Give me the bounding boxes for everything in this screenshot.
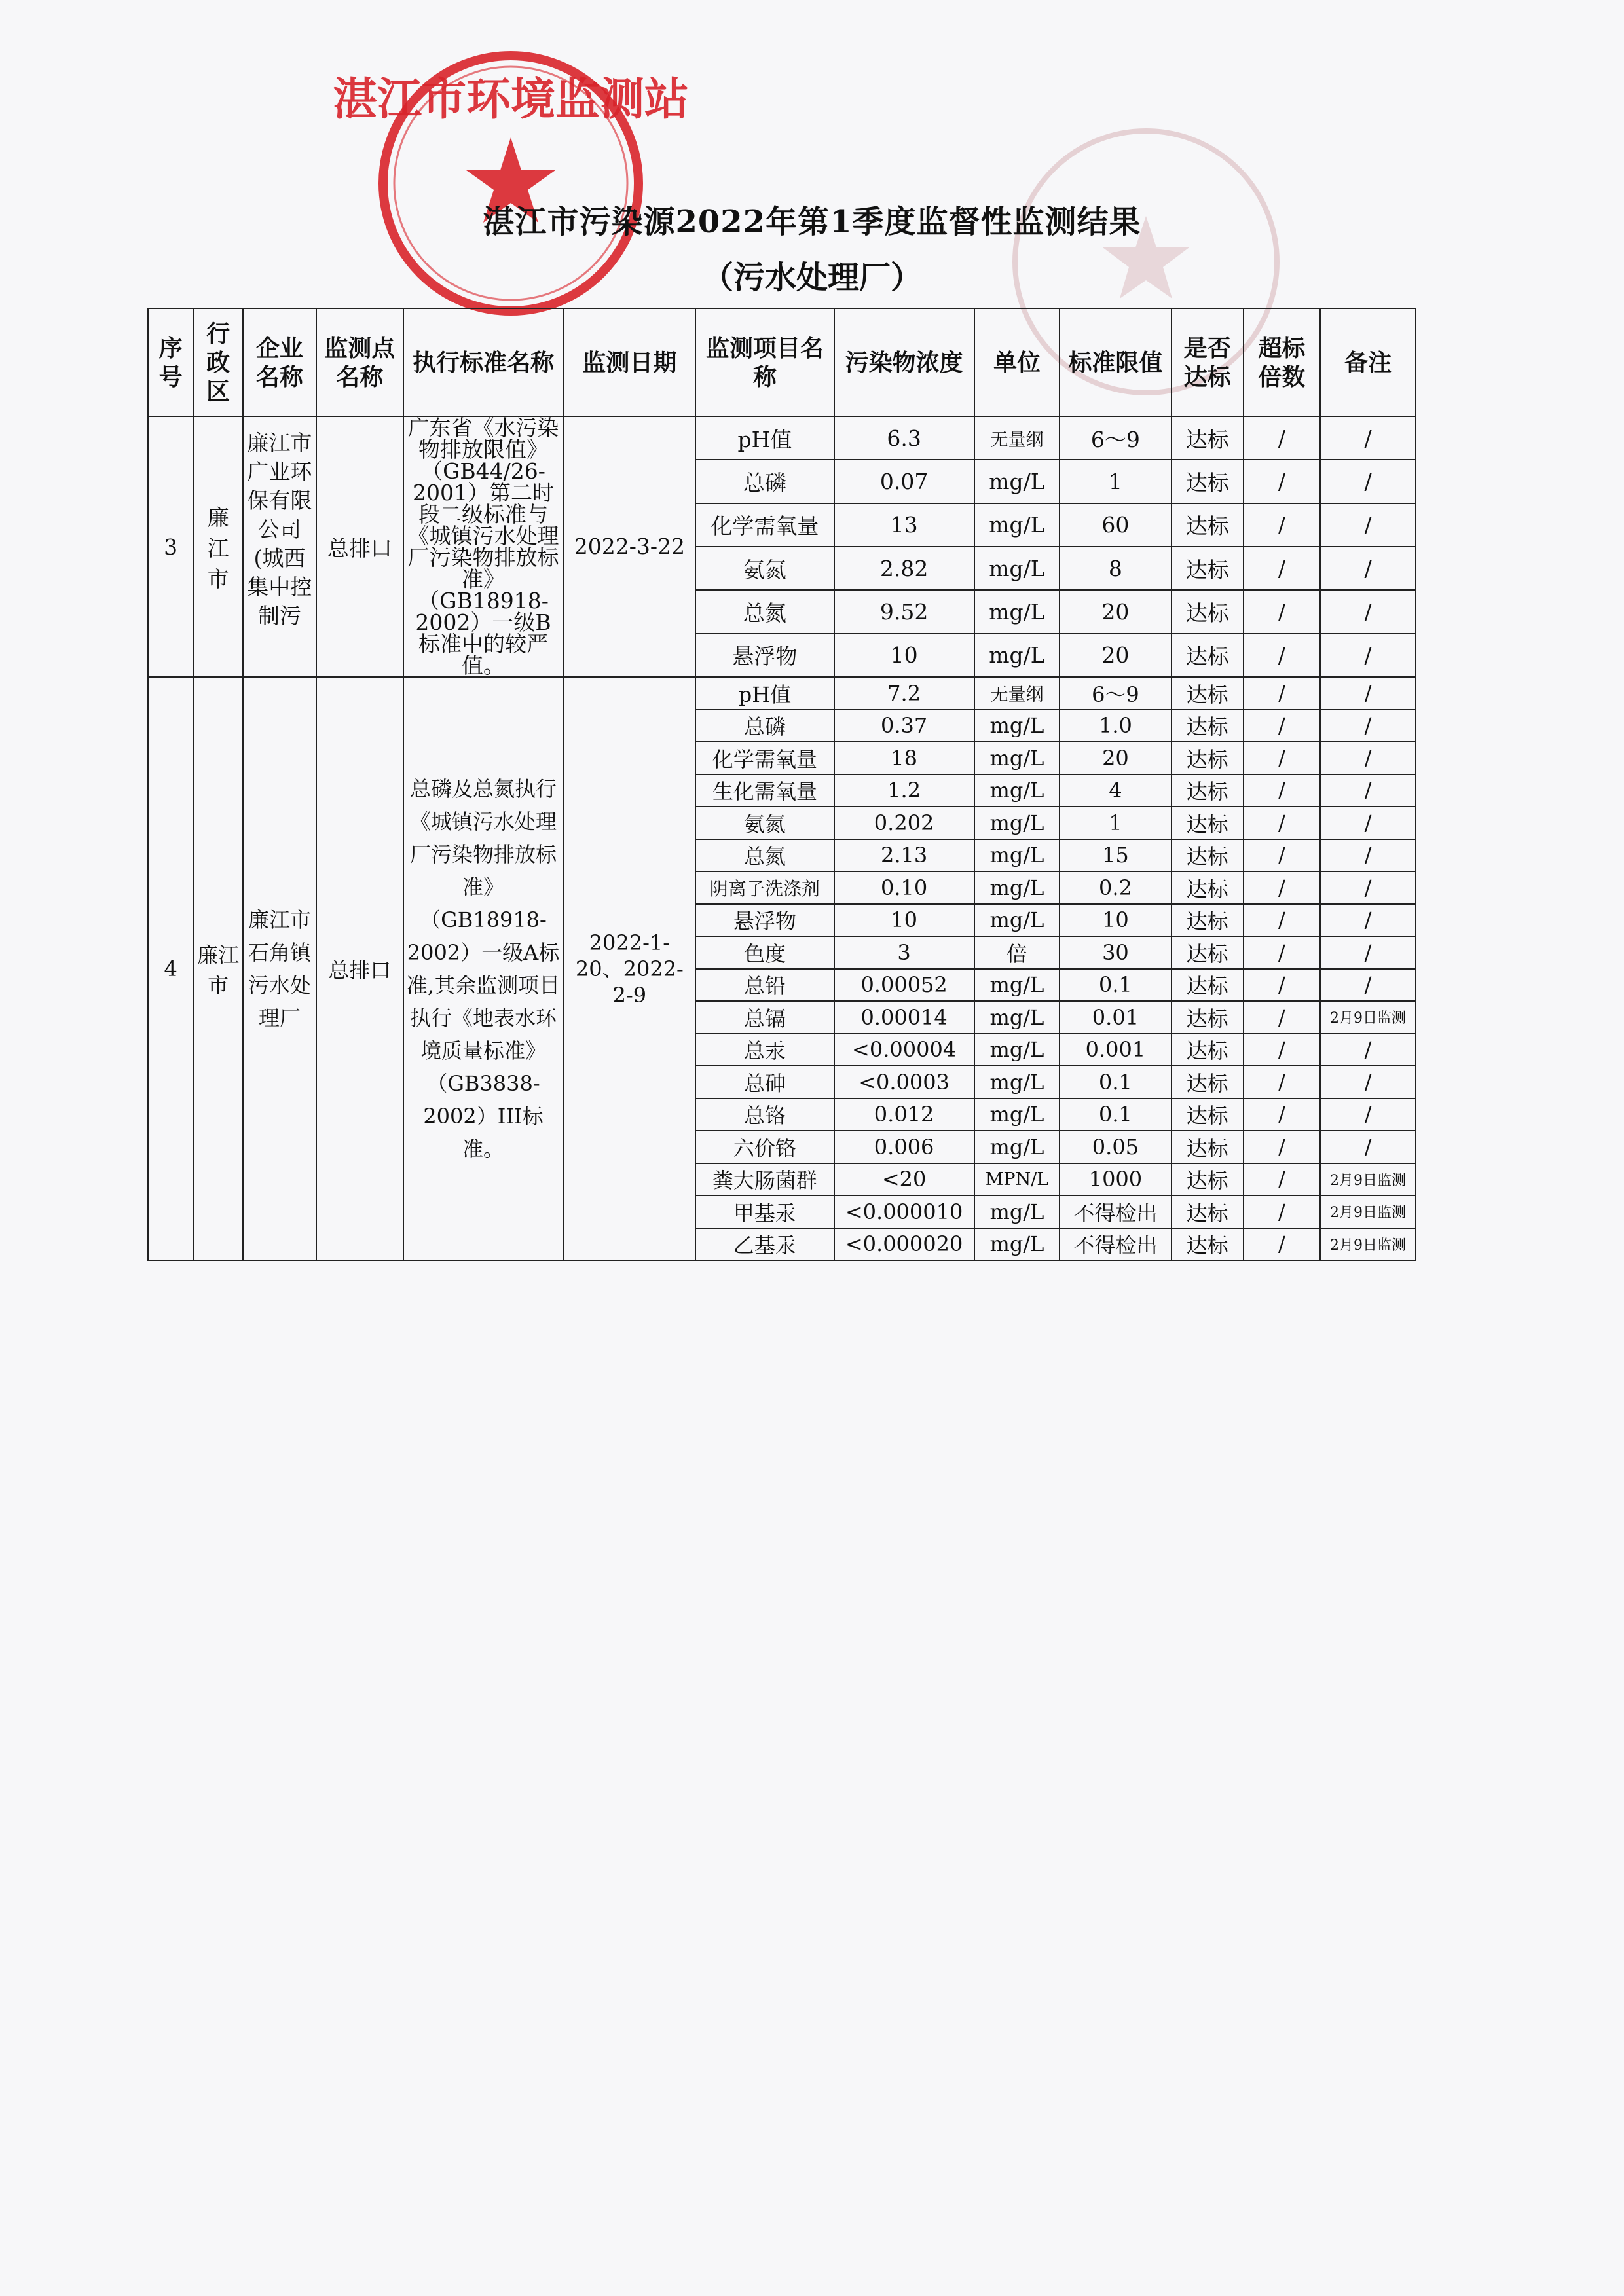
status-cell: 达标 bbox=[1172, 416, 1244, 460]
unit-cell: mg/L bbox=[974, 774, 1060, 807]
unit-cell: mg/L bbox=[974, 1066, 1060, 1099]
limit-cell: 1 bbox=[1060, 807, 1171, 839]
item-cell: 悬浮物 bbox=[695, 904, 834, 937]
value-cell: 2.13 bbox=[834, 839, 974, 872]
item-cell: 粪大肠菌群 bbox=[695, 1163, 834, 1196]
exceed-cell: / bbox=[1244, 416, 1320, 460]
header-row bbox=[148, 308, 1416, 416]
limit-cell: 20 bbox=[1060, 742, 1171, 774]
header-compliant: 是否达标 bbox=[1172, 308, 1244, 416]
status-cell: 达标 bbox=[1172, 969, 1244, 1002]
item-cell: 总铬 bbox=[695, 1099, 834, 1131]
note-cell: / bbox=[1320, 1034, 1416, 1066]
item-cell: 化学需氧量 bbox=[695, 503, 834, 547]
value-cell: 9.52 bbox=[834, 590, 974, 633]
note-cell: / bbox=[1320, 460, 1416, 503]
exceed-cell: / bbox=[1244, 1163, 1320, 1196]
unit-cell: 倍 bbox=[974, 936, 1060, 969]
value-cell: 0.07 bbox=[834, 460, 974, 503]
company-text: 廉江市广业环保有限公司(城西集中控制污 bbox=[247, 430, 312, 629]
value-cell: 18 bbox=[834, 742, 974, 774]
page-subtitle: （污水处理厂） bbox=[701, 259, 922, 296]
exceed-cell: / bbox=[1244, 1131, 1320, 1163]
status-cell: 达标 bbox=[1172, 677, 1244, 710]
unit-cell: mg/L bbox=[974, 1034, 1060, 1066]
limit-cell: 1000 bbox=[1060, 1163, 1171, 1196]
exceed-cell: / bbox=[1244, 742, 1320, 774]
status-cell: 达标 bbox=[1172, 1131, 1244, 1163]
exceed-cell: / bbox=[1244, 807, 1320, 839]
limit-cell: 10 bbox=[1060, 904, 1171, 937]
point-cell: 总排口 bbox=[316, 677, 403, 1260]
header-note: 备注 bbox=[1320, 308, 1416, 416]
value-cell: 0.00014 bbox=[834, 1001, 974, 1034]
unit-cell: mg/L bbox=[974, 742, 1060, 774]
value-cell: 0.202 bbox=[834, 807, 974, 839]
note-cell: / bbox=[1320, 1099, 1416, 1131]
value-cell: <0.000010 bbox=[834, 1195, 974, 1228]
status-cell: 达标 bbox=[1172, 710, 1244, 742]
item-cell: 氨氮 bbox=[695, 547, 834, 590]
unit-cell: mg/L bbox=[974, 969, 1060, 1002]
status-cell: 达标 bbox=[1172, 460, 1244, 503]
note-cell: / bbox=[1320, 634, 1416, 677]
value-cell: 0.10 bbox=[834, 871, 974, 904]
unit-cell: mg/L bbox=[974, 1099, 1060, 1131]
unit-cell: mg/L bbox=[974, 807, 1060, 839]
item-cell: 生化需氧量 bbox=[695, 774, 834, 807]
item-cell: 六价铬 bbox=[695, 1131, 834, 1163]
status-cell: 达标 bbox=[1172, 936, 1244, 969]
item-cell: pH值 bbox=[695, 416, 834, 460]
limit-cell: 6～9 bbox=[1060, 677, 1171, 710]
unit-cell: mg/L bbox=[974, 1228, 1060, 1261]
limit-cell: 1 bbox=[1060, 460, 1171, 503]
note-cell: / bbox=[1320, 839, 1416, 872]
value-cell: 6.3 bbox=[834, 416, 974, 460]
value-cell: 0.00052 bbox=[834, 969, 974, 1002]
limit-cell: 0.2 bbox=[1060, 871, 1171, 904]
table-row bbox=[148, 416, 1416, 460]
note-cell: / bbox=[1320, 1066, 1416, 1099]
item-cell: 悬浮物 bbox=[695, 634, 834, 677]
value-cell: <0.000020 bbox=[834, 1228, 974, 1261]
status-cell: 达标 bbox=[1172, 1066, 1244, 1099]
unit-cell: 无量纲 bbox=[974, 677, 1060, 710]
status-cell: 达标 bbox=[1172, 1195, 1244, 1228]
unit-cell: mg/L bbox=[974, 590, 1060, 633]
value-cell: 0.006 bbox=[834, 1131, 974, 1163]
note-cell: / bbox=[1320, 416, 1416, 460]
exceed-cell: / bbox=[1244, 904, 1320, 937]
district-cell: 廉江市 bbox=[193, 416, 242, 677]
limit-cell: 60 bbox=[1060, 503, 1171, 547]
item-cell: 总磷 bbox=[695, 710, 834, 742]
value-cell: <0.0003 bbox=[834, 1066, 974, 1099]
unit-cell: mg/L bbox=[974, 839, 1060, 872]
entry-3-body bbox=[148, 416, 1416, 677]
company-cell bbox=[243, 416, 316, 677]
svg-text:湛江市环境监测站: 湛江市环境监测站 bbox=[332, 74, 690, 126]
point-cell: 总排口 bbox=[316, 416, 403, 677]
limit-cell: 0.001 bbox=[1060, 1034, 1171, 1066]
date-cell: 2022-1-20、2022-2-9 bbox=[563, 677, 695, 1260]
item-cell: 总氮 bbox=[695, 590, 834, 633]
header-exceed: 超标倍数 bbox=[1244, 308, 1320, 416]
limit-cell: 1.0 bbox=[1060, 710, 1171, 742]
note-cell: / bbox=[1320, 774, 1416, 807]
value-cell: 0.012 bbox=[834, 1099, 974, 1131]
note-cell: / bbox=[1320, 807, 1416, 839]
limit-cell: 0.05 bbox=[1060, 1131, 1171, 1163]
note-cell: / bbox=[1320, 1131, 1416, 1163]
value-cell: 10 bbox=[834, 634, 974, 677]
exceed-cell: / bbox=[1244, 1228, 1320, 1261]
limit-cell: 4 bbox=[1060, 774, 1171, 807]
limit-cell: 0.01 bbox=[1060, 1001, 1171, 1034]
limit-cell: 不得检出 bbox=[1060, 1195, 1171, 1228]
limit-cell: 0.1 bbox=[1060, 969, 1171, 1002]
unit-cell: mg/L bbox=[974, 904, 1060, 937]
header-district: 行政区 bbox=[193, 308, 242, 416]
item-cell: 总镉 bbox=[695, 1001, 834, 1034]
header-limit: 标准限值 bbox=[1060, 308, 1171, 416]
page-title: 湛江市污染源2022年第1季度监督性监测结果 bbox=[483, 204, 1141, 240]
exceed-cell: / bbox=[1244, 460, 1320, 503]
exceed-cell: / bbox=[1244, 1066, 1320, 1099]
status-cell: 达标 bbox=[1172, 807, 1244, 839]
header-concentration: 污染物浓度 bbox=[834, 308, 974, 416]
standard-cell: 总磷及总氮执行《城镇污水处理厂污染物排放标准》（GB18918-2002）一级A标准,其余监测项目执行《地表水环境质量标准》（GB3838-2002）III标准。 bbox=[403, 677, 564, 1260]
exceed-cell: / bbox=[1244, 1001, 1320, 1034]
note-cell: / bbox=[1320, 969, 1416, 1002]
exceed-cell: / bbox=[1244, 634, 1320, 677]
note-cell: / bbox=[1320, 547, 1416, 590]
limit-cell: 不得检出 bbox=[1060, 1228, 1171, 1261]
exceed-cell: / bbox=[1244, 936, 1320, 969]
item-cell: 氨氮 bbox=[695, 807, 834, 839]
unit-cell: mg/L bbox=[974, 1131, 1060, 1163]
limit-cell: 20 bbox=[1060, 590, 1171, 633]
note-cell: 2月9日监测 bbox=[1320, 1228, 1416, 1261]
status-cell: 达标 bbox=[1172, 1163, 1244, 1196]
limit-cell: 0.1 bbox=[1060, 1066, 1171, 1099]
item-cell: 色度 bbox=[695, 936, 834, 969]
note-cell: / bbox=[1320, 936, 1416, 969]
results-table bbox=[147, 308, 1416, 1261]
note-cell: / bbox=[1320, 590, 1416, 633]
unit-cell: MPN/L bbox=[974, 1163, 1060, 1196]
unit-cell: mg/L bbox=[974, 710, 1060, 742]
item-cell: 总磷 bbox=[695, 460, 834, 503]
status-cell: 达标 bbox=[1172, 871, 1244, 904]
exceed-cell: / bbox=[1244, 969, 1320, 1002]
value-cell: 10 bbox=[834, 904, 974, 937]
exceed-cell: / bbox=[1244, 590, 1320, 633]
header-company: 企业名称 bbox=[243, 308, 316, 416]
value-cell: <20 bbox=[834, 1163, 974, 1196]
item-cell: 总铅 bbox=[695, 969, 834, 1002]
note-cell: / bbox=[1320, 503, 1416, 547]
header-item: 监测项目名称 bbox=[695, 308, 834, 416]
status-cell: 达标 bbox=[1172, 503, 1244, 547]
value-cell: 13 bbox=[834, 503, 974, 547]
note-cell: 2月9日监测 bbox=[1320, 1163, 1416, 1196]
header-seq: 序号 bbox=[148, 308, 193, 416]
item-cell: 乙基汞 bbox=[695, 1228, 834, 1261]
unit-cell: mg/L bbox=[974, 503, 1060, 547]
exceed-cell: / bbox=[1244, 710, 1320, 742]
status-cell: 达标 bbox=[1172, 904, 1244, 937]
unit-cell: mg/L bbox=[974, 460, 1060, 503]
note-cell: / bbox=[1320, 710, 1416, 742]
value-cell: 0.37 bbox=[834, 710, 974, 742]
note-cell: 2月9日监测 bbox=[1320, 1195, 1416, 1228]
header-point: 监测点名称 bbox=[316, 308, 403, 416]
status-cell: 达标 bbox=[1172, 1034, 1244, 1066]
note-cell: / bbox=[1320, 904, 1416, 937]
table-row bbox=[148, 677, 1416, 710]
status-cell: 达标 bbox=[1172, 634, 1244, 677]
item-cell: 总氮 bbox=[695, 839, 834, 872]
status-cell: 达标 bbox=[1172, 742, 1244, 774]
exceed-cell: / bbox=[1244, 1099, 1320, 1131]
date-cell: 2022-3-22 bbox=[563, 416, 695, 677]
status-cell: 达标 bbox=[1172, 1228, 1244, 1261]
limit-cell: 6～9 bbox=[1060, 416, 1171, 460]
unit-cell: mg/L bbox=[974, 1001, 1060, 1034]
limit-cell: 15 bbox=[1060, 839, 1171, 872]
value-cell: 7.2 bbox=[834, 677, 974, 710]
unit-cell: mg/L bbox=[974, 547, 1060, 590]
exceed-cell: / bbox=[1244, 503, 1320, 547]
exceed-cell: / bbox=[1244, 1034, 1320, 1066]
status-cell: 达标 bbox=[1172, 1099, 1244, 1131]
note-cell: 2月9日监测 bbox=[1320, 1001, 1416, 1034]
company-cell: 廉江市石角镇污水处理厂 bbox=[243, 677, 316, 1260]
unit-cell: 无量纲 bbox=[974, 416, 1060, 460]
value-cell: <0.00004 bbox=[834, 1034, 974, 1066]
value-cell: 2.82 bbox=[834, 547, 974, 590]
limit-cell: 20 bbox=[1060, 634, 1171, 677]
header-date: 监测日期 bbox=[563, 308, 695, 416]
item-cell: pH值 bbox=[695, 677, 834, 710]
limit-cell: 30 bbox=[1060, 936, 1171, 969]
item-cell: 总砷 bbox=[695, 1066, 834, 1099]
unit-cell: mg/L bbox=[974, 1195, 1060, 1228]
seq-cell: 3 bbox=[148, 416, 193, 677]
exceed-cell: / bbox=[1244, 1195, 1320, 1228]
exceed-cell: / bbox=[1244, 677, 1320, 710]
exceed-cell: / bbox=[1244, 774, 1320, 807]
entry-4-body bbox=[148, 677, 1416, 1260]
item-cell: 阴离子洗涤剂 bbox=[695, 871, 834, 904]
value-cell: 1.2 bbox=[834, 774, 974, 807]
status-cell: 达标 bbox=[1172, 1001, 1244, 1034]
standard-cell: 广东省《水污染物排放限值》（GB44/26-2001）第二时段二级标准与《城镇污水处理厂污染物排放标准》（GB18918-2002）一级B标准中的较严值。 bbox=[403, 416, 564, 677]
note-cell: / bbox=[1320, 677, 1416, 710]
status-cell: 达标 bbox=[1172, 839, 1244, 872]
unit-cell: mg/L bbox=[974, 871, 1060, 904]
header-standard: 执行标准名称 bbox=[403, 308, 564, 416]
note-cell: / bbox=[1320, 871, 1416, 904]
value-cell: 3 bbox=[834, 936, 974, 969]
status-cell: 达标 bbox=[1172, 774, 1244, 807]
exceed-cell: / bbox=[1244, 547, 1320, 590]
limit-cell: 0.1 bbox=[1060, 1099, 1171, 1131]
status-cell: 达标 bbox=[1172, 547, 1244, 590]
unit-cell: mg/L bbox=[974, 634, 1060, 677]
note-cell: / bbox=[1320, 742, 1416, 774]
status-cell: 达标 bbox=[1172, 590, 1244, 633]
seq-cell: 4 bbox=[148, 677, 193, 1260]
limit-cell: 8 bbox=[1060, 547, 1171, 590]
district-cell: 廉江市 bbox=[193, 677, 242, 1260]
item-cell: 甲基汞 bbox=[695, 1195, 834, 1228]
item-cell: 总汞 bbox=[695, 1034, 834, 1066]
item-cell: 化学需氧量 bbox=[695, 742, 834, 774]
exceed-cell: / bbox=[1244, 839, 1320, 872]
exceed-cell: / bbox=[1244, 871, 1320, 904]
header-unit: 单位 bbox=[974, 308, 1060, 416]
